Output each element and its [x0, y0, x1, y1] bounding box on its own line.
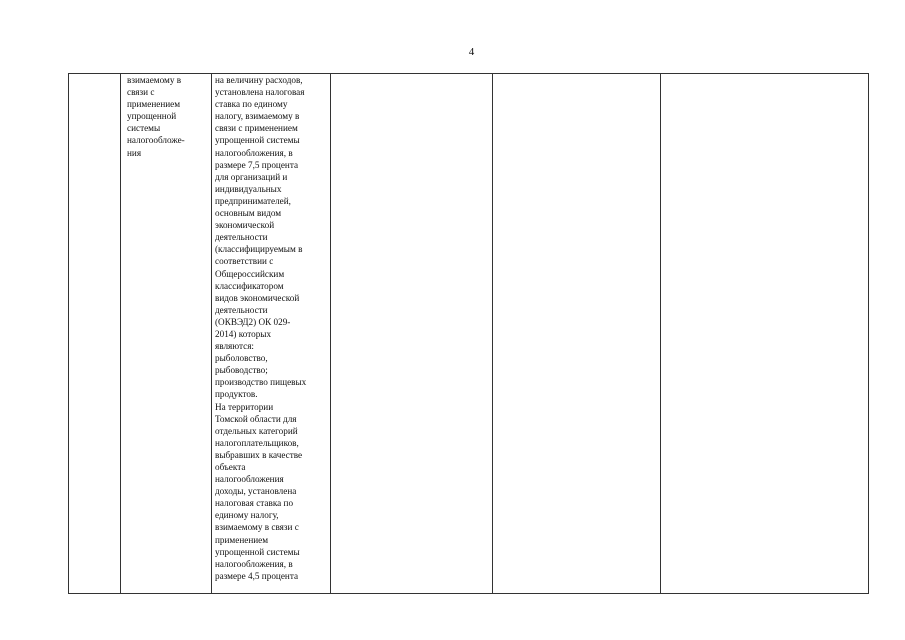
- table-cell-5: [493, 74, 661, 594]
- table-cell-4: [331, 74, 493, 594]
- table-cell-2: [121, 74, 212, 594]
- table-cell-1: [69, 74, 121, 594]
- cell-3-text: на величину расходов, установлена налоговая ставка по единому налогу, взимаемому в связи с применением упрощенной системы налогообложения, в размере 7,5 процента для организаций и индивидуальных предпринимателей, основным видом экономической деятельности (классифицируемым в соответствии с Общероссийским классификатором видов экономической деятельности (ОКВЭД2) ОК 029- 2014) которых являются: рыболовство, рыбоводство; производство пищевых продуктов. На территории Томской области для отдельных категорий налогоплательщиков, выбравших в качестве объекта налогообложения доходы, установлена налоговая ставка по единому налогу, взимаемому в связи с применением упрощенной системы налогообложения, в размере 4,5 процента: [215, 75, 307, 581]
- table-cell-3: [212, 74, 331, 594]
- table-cell-6: [661, 74, 869, 594]
- page-number: 4: [468, 46, 475, 58]
- cell-2-text: взимаемому в связи с применением упрощенной системы налогообложе- ния: [127, 75, 185, 158]
- tax-rate-table: [68, 73, 869, 594]
- table-row: [69, 74, 869, 594]
